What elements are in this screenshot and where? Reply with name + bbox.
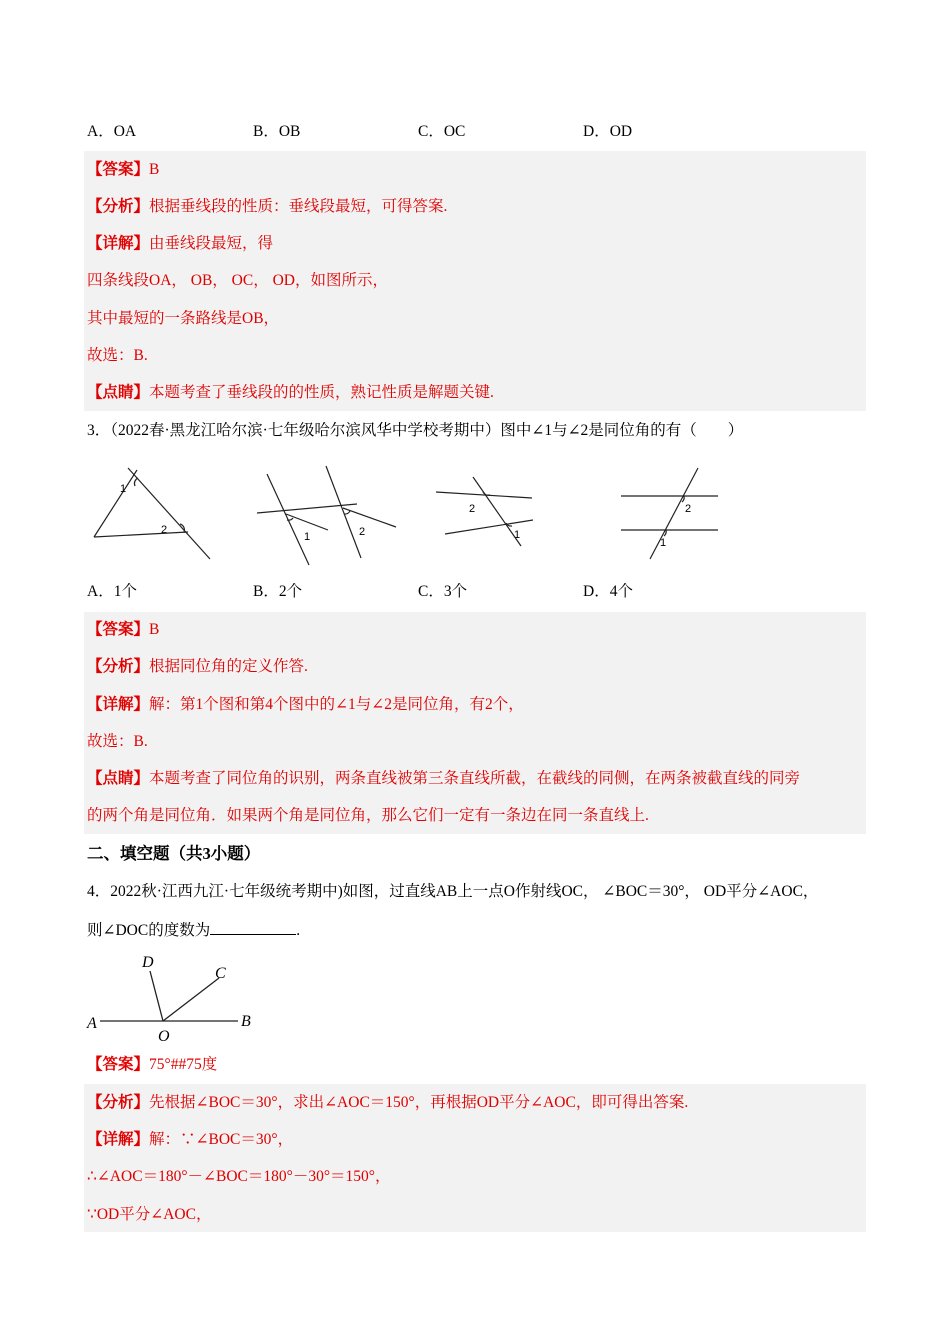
fig2-label-1: 1 [304,531,311,543]
q4-detail: 【详解】解：∵∠BOC＝30°， [87,1131,294,1148]
q2-detail-line2: 四条线段OA， OB， OC， OD，如图所示， [87,272,388,289]
q4-answer: 【答案】75°##75度 [87,1056,218,1073]
q2-option-d: D．OD [583,123,633,140]
q2-detail-line3: 其中最短的一条路线是OB， [87,310,280,327]
q2-answer: 【答案】B [87,161,160,178]
q4-stem-end: . [296,922,301,939]
q3-comment-line2: 的两个角是同位角．如果两个角是同位角，那么它们一定有一条边在同一条直线上. [87,807,649,824]
q3-figures [80,458,760,568]
q3-answer: 【答案】B [87,621,160,638]
q3-detail-line2: 故选：B. [87,733,148,750]
q3-figure-1 [94,468,210,559]
q3-analysis: 【分析】根据同位角的定义作答. [87,658,308,675]
fig1-label-2: 2 [161,524,168,536]
q4-stem-line1: 4．2022秋·江西九江·七年级统考期中)如图，过直线AB上一点O作射线OC， ∠BOC＝30°， OD平分∠AOC， [87,883,819,900]
label-o: O [158,1028,170,1045]
q3-option-d: D．4个 [583,583,633,600]
q2-analysis: 【分析】根据垂线段的性质：垂线段最短，可得答案. [87,198,448,215]
q3-option-c: C．3个 [418,583,468,600]
fig4-label-2: 2 [685,503,692,515]
q3-figure-4 [621,468,718,559]
q4-analysis: 【分析】先根据∠BOC＝30°，求出∠AOC＝150°，再根据OD平分∠AOC，即可得出答案. [87,1094,689,1111]
q4-stem-text: 则∠DOC的度数为 [87,922,211,939]
q3-solution-box [84,612,866,834]
q3-option-a: A．1个 [87,583,137,600]
q3-stem: 3．（2022春·黑龙江哈尔滨·七年级哈尔滨风华中学校考期中）图中∠1与∠2是同位角的有（ ） [87,422,744,439]
label-b: B [241,1013,251,1030]
q2-option-c: C．OC [418,123,466,140]
q2-detail-line4: 故选：B. [87,347,148,364]
q4-answer-blank[interactable] [210,918,296,935]
q3-figure-2 [257,466,396,565]
q4-detail-line2: ∴∠AOC＝180°－∠BOC＝180°－30°＝150°， [87,1168,391,1185]
label-d: D [142,954,154,971]
section-title: 二、填空题（共3小题） [87,844,261,863]
label-c: C [215,965,226,982]
q4-detail-line3: ∵OD平分∠AOC， [87,1206,212,1223]
ray-oc [163,978,219,1021]
fig1-label-1: 1 [120,483,127,495]
q2-comment: 【点睛】本题考查了垂线段的的性质，熟记性质是解题关键. [87,384,494,401]
ray-od [150,971,163,1021]
fig3-label-2: 2 [469,503,476,515]
q3-detail: 【详解】解：第1个图和第4个图中的∠1与∠2是同位角，有2个， [87,696,524,713]
fig3-label-1: 1 [514,529,521,541]
q2-option-b: B．OB [253,123,301,140]
label-a: A [87,1015,97,1032]
q2-detail: 【详解】由垂线段最短，得 [87,235,274,252]
fig4-label-1: 1 [660,537,667,549]
fig2-label-2: 2 [359,526,366,538]
q3-option-b: B．2个 [253,583,303,600]
q4-stem-line2 [87,918,300,942]
q4-figure [80,946,270,1046]
q2-option-a: A．OA [87,123,137,140]
q3-comment-line1: 【点睛】本题考查了同位角的识别，两条直线被第三条直线所截，在截线的同侧，在两条被截直线的同旁 [87,770,801,787]
